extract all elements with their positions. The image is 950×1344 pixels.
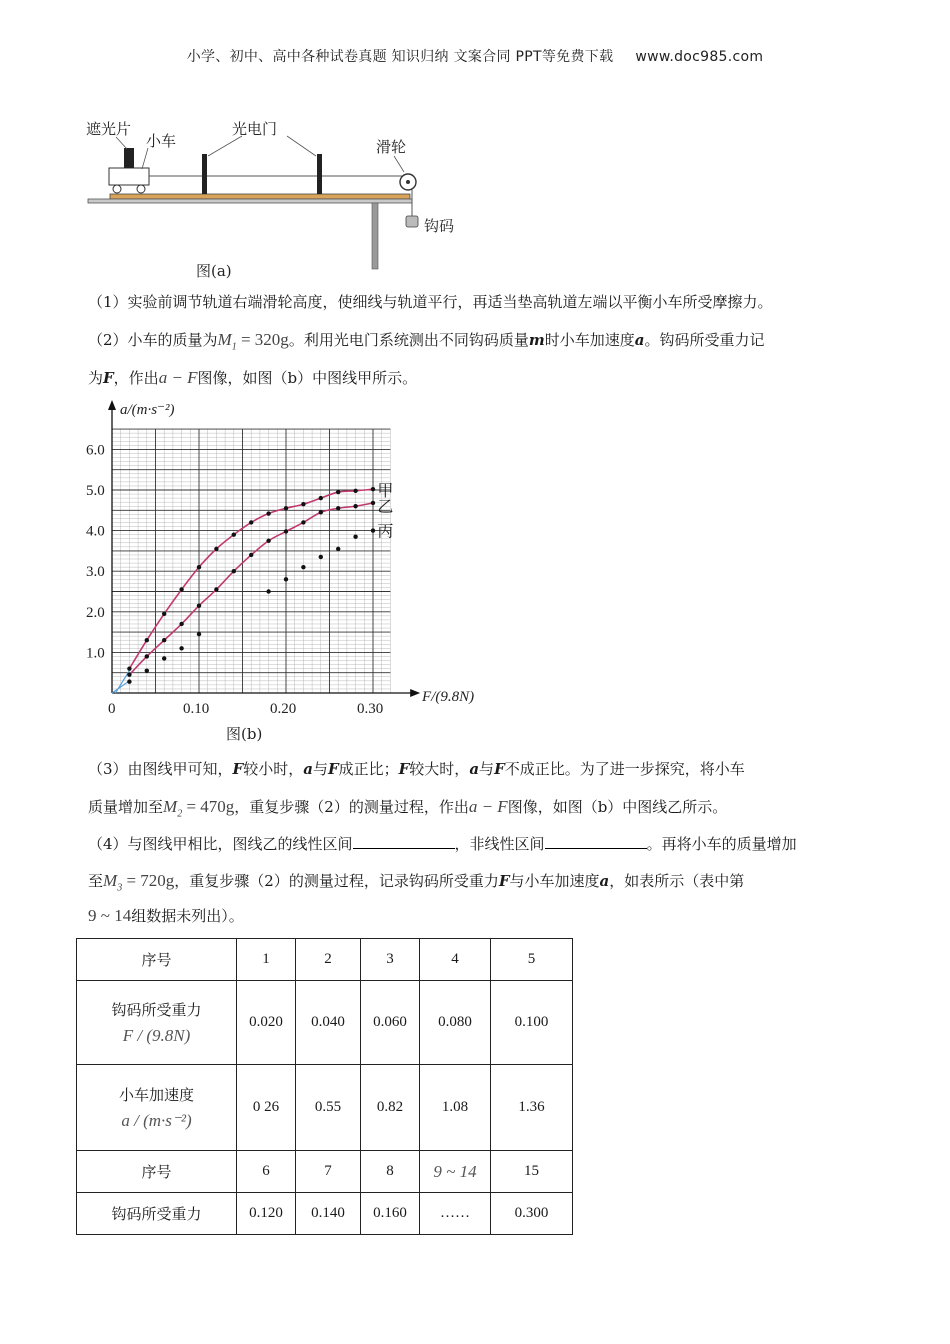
acceleration-header-cell: 小车加速度 a / (m·s⁻²) [77, 1065, 237, 1151]
answer-blank-nonlinear[interactable] [545, 834, 647, 849]
leader-gate-right [287, 136, 316, 156]
label-weight: 钩码 [424, 217, 455, 235]
data-point-甲 [145, 638, 149, 642]
table-row-index-2: 序号 6 7 8 9 ~ 14 15 [77, 1151, 573, 1193]
data-point-甲 [179, 587, 183, 591]
table-top [88, 199, 412, 203]
leader-pulley [394, 156, 404, 172]
data-point-丙 [336, 547, 340, 551]
label-pulley: 滑轮 [376, 138, 407, 156]
y-tick-label: 5.0 [86, 483, 105, 499]
data-point-甲 [197, 565, 201, 569]
x-tick-label: 0 [108, 701, 116, 717]
legend-label: 乙 [377, 497, 394, 517]
cart [109, 168, 149, 185]
leader-cart [142, 148, 148, 169]
y-axis-arrow [108, 400, 116, 410]
x-tick-label: 0.30 [357, 701, 384, 717]
data-point-乙 [319, 510, 323, 514]
paragraph-4-line-3: 9 ~ 14组数据未列出）。 [88, 906, 244, 925]
page-header [0, 46, 950, 66]
data-point-甲 [301, 502, 305, 506]
data-point-乙 [214, 587, 218, 591]
photogate-left [202, 154, 207, 194]
cart-wheel-left [113, 185, 121, 193]
chart-x-axis-label: F/(9.8N) [422, 689, 475, 705]
data-point-甲 [214, 547, 218, 551]
data-point-乙 [353, 504, 357, 508]
data-point-乙 [162, 638, 166, 642]
chart-legend [377, 481, 393, 541]
figure-b-caption: 图(b) [226, 725, 263, 743]
data-point-丙 [301, 565, 305, 569]
data-point-丙 [353, 534, 357, 538]
data-point-乙 [145, 654, 149, 658]
table-row-force-2: 钩码所受重力 0.120 0.140 0.160 …… 0.300 [77, 1193, 573, 1235]
x-tick-label: 0.20 [270, 701, 297, 717]
y-tick-label: 3.0 [86, 564, 105, 581]
data-table [76, 938, 573, 1235]
data-point-丙 [162, 656, 166, 660]
data-point-丙 [145, 668, 149, 672]
chart-grid-minor [112, 429, 390, 693]
data-point-乙 [371, 501, 375, 505]
data-point-乙 [179, 622, 183, 626]
data-point-甲 [232, 532, 236, 536]
data-point-乙 [284, 529, 288, 533]
data-point-丙 [319, 555, 323, 559]
data-point-乙 [336, 506, 340, 510]
label-photogate: 光电门 [232, 120, 278, 138]
pulley-hub [406, 180, 410, 184]
photogate-right [317, 154, 322, 194]
data-point-乙 [127, 673, 131, 677]
data-point-丙 [127, 679, 131, 683]
label-cart: 小车 [146, 132, 177, 150]
paragraph-4-line-2: 至$M_3 = 720g$，重复步骤（2）的测量过程，记录钩码所受重力F与小车加速度a，如表所示（表中第 [88, 871, 745, 894]
paragraph-2-line-2: 为F，作出a − F图像，如图（b）中图线甲所示。 [88, 368, 418, 387]
data-point-甲 [353, 489, 357, 493]
header-site-link[interactable]: www.doc985.com [635, 49, 764, 65]
data-point-丙 [197, 632, 201, 636]
data-point-乙 [301, 520, 305, 524]
table-row-acceleration: 小车加速度 a / (m·s⁻²) 0 26 0.55 0.82 1.08 1.36 [77, 1065, 573, 1151]
data-point-甲 [336, 490, 340, 494]
data-point-乙 [249, 553, 253, 557]
x-axis-arrow [410, 689, 420, 697]
paragraph-3-line-2: 质量增加至$M_2 = 470g$，重复步骤（2）的测量过程，作出a − F图像，如图（b）中图线乙所示。 [88, 797, 728, 820]
data-point-甲 [249, 520, 253, 524]
cart-wheel-right [137, 185, 145, 193]
weight-hook-mass [406, 216, 418, 227]
x-tick-label: 0.10 [183, 701, 210, 717]
figure-a-caption: 图(a) [196, 262, 232, 280]
answer-blank-linear[interactable] [353, 834, 455, 849]
table-row-index-1: 序号 1 2 3 4 5 [77, 939, 573, 981]
leader-shade [116, 137, 127, 149]
paragraph-4-line-1: （4）与图线甲相比，图线乙的线性区间 ，非线性区间 。再将小车的质量增加 [88, 835, 797, 853]
paragraph-3-line-1: （3）由图线甲可知，F较小时，a与F成正比；F较大时，a与F不成正比。为了进一步探究，将小车 [88, 760, 745, 778]
data-point-丙 [266, 589, 270, 593]
label-shade-piece: 遮光片 [86, 120, 132, 138]
table-row-force: 钩码所受重力 F / (9.8N) 0.020 0.040 0.060 0.080 0.100 [77, 981, 573, 1065]
data-point-甲 [266, 511, 270, 515]
legend-label: 丙 [377, 521, 394, 541]
paragraph-2-line-1: （2）小车的质量为$M_1 = 320g$。利用光电门系统测出不同钩码质量m时小车加速度a。钩码所受重力记 [88, 330, 765, 353]
shade-piece [124, 148, 134, 168]
data-point-乙 [266, 539, 270, 543]
data-point-甲 [371, 487, 375, 491]
figure-b-chart [74, 396, 494, 748]
legend-label: 甲 [377, 481, 394, 500]
chart-y-axis-label: a/(m·s⁻²) [120, 402, 175, 418]
force-header-cell: 钩码所受重力 F / (9.8N) [77, 981, 237, 1065]
y-tick-label: 1.0 [86, 645, 105, 662]
a-minus-f-expression: a − F [158, 368, 198, 387]
y-tick-label: 6.0 [86, 442, 105, 459]
data-point-丙 [284, 577, 288, 581]
data-point-甲 [162, 612, 166, 616]
data-point-丙 [371, 528, 375, 532]
data-point-甲 [319, 496, 323, 500]
data-point-丙 [179, 646, 183, 650]
data-point-甲 [284, 506, 288, 510]
y-tick-label: 4.0 [86, 523, 105, 540]
mass-m1: $M_1 = 320g$ [217, 330, 289, 353]
header-text: 小学、初中、高中各种试卷真题 知识归纳 文案合同 PPT等免费下载 [186, 49, 614, 65]
figure-a-apparatus [82, 112, 482, 282]
table-leg [372, 203, 378, 269]
paragraph-1: （1）实验前调节轨道右端滑轮高度，使细线与轨道平行，再适当垫高轨道左端以平衡小车所受摩擦力。 [88, 293, 773, 311]
mass-m3: $M_3 = 720g$ [103, 871, 175, 894]
data-point-乙 [232, 569, 236, 573]
data-point-乙 [197, 604, 201, 608]
y-tick-label: 2.0 [86, 604, 105, 621]
track [110, 194, 410, 199]
mass-m2: $M_2 = 470g$ [163, 797, 235, 820]
leader-gate-left [208, 136, 242, 156]
data-point-甲 [127, 666, 131, 670]
